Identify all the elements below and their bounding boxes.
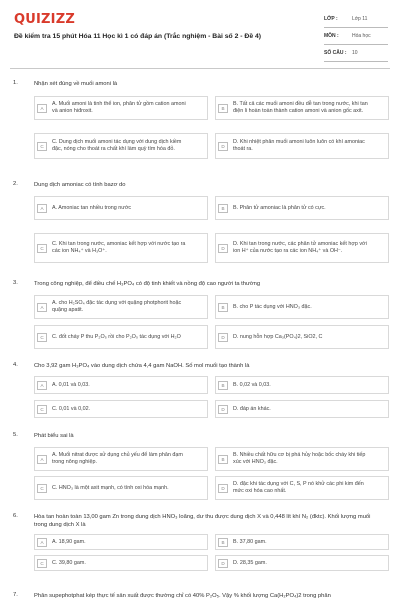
option-text: D. Khi nhiệt phân muối amoni luôn luôn có khí amoniac thoát ra. [233, 139, 365, 152]
option-d[interactable] [215, 133, 389, 159]
option-text: D. đặc khi tác dụng với C, S, P nó khử các phi kim đến mức oxi hóa cao nhất. [233, 481, 364, 494]
option-letter: D [218, 484, 228, 493]
option-text: D. nung hỗn hợp Ca₃(PO₄)2, SiO2, C [233, 333, 323, 340]
question-text: Trong công nghiệp, để điều chế H₃PO₄ có độ tinh khiết và nồng độ cao người ta thường [34, 281, 261, 287]
option-text: A. Muối amoni là tinh thể ion, phân tử gồm cation amoni và anion hiđroxit. [52, 101, 186, 114]
option-c[interactable] [34, 400, 208, 418]
header [0, 0, 400, 70]
option-letter: C [37, 405, 47, 414]
option-text: B. cho P tác dụng với HNO₃ đặc. [233, 303, 312, 310]
option-letter: B [218, 303, 228, 312]
option-text: D. Khi tan trong nước, các phân tử amoniac kết hợp với ion H⁺ của nước tạo ra các ion NH₄⁺ và OH⁻. [233, 241, 367, 254]
option-a[interactable] [34, 447, 208, 471]
quizizz-logo[interactable]: QUIZIZZ [14, 12, 75, 27]
question-number: 6. [13, 513, 18, 519]
question-text: Phân supephotphat kép thực tế sản xuất được thường chỉ có 40% P₂O₅. Vậy % khối lượng Ca(H₂PO₄)2 trong phân [34, 593, 331, 599]
option-text: D. 28,35 gam. [233, 559, 267, 566]
option-text: B. 0,02 và 0,03. [233, 381, 271, 388]
option-letter: D [218, 244, 228, 253]
option-letter: B [218, 381, 228, 390]
option-text: B. Tất cả các muối amoni đều dễ tan trong nước, khi tan điện li hoàn toàn thành cation amoni và anion gốc axit. [233, 101, 368, 114]
option-a[interactable] [34, 376, 208, 394]
option-letter: B [218, 204, 228, 213]
option-b[interactable] [215, 534, 389, 550]
question-number: 7. [13, 592, 18, 598]
option-text: A. cho H₂SO₄ đặc tác dụng với quặng photphorit hoặc quặng apatit. [52, 300, 182, 313]
option-letter: D [218, 559, 228, 568]
info-value: Hóa học [352, 33, 371, 39]
option-c[interactable] [34, 555, 208, 571]
question-number: 3. [13, 280, 18, 286]
option-text: C. 0,01 và 0,02. [52, 405, 91, 412]
option-letter: C [37, 244, 47, 253]
option-text: D. đáp án khác. [233, 405, 271, 412]
option-text: C. HNO₃ là một axit mạnh, có tính oxi hóa mạnh. [52, 484, 169, 491]
option-c[interactable] [34, 325, 208, 349]
option-text: B. Phân tử amoniac là phân tử có cực. [233, 204, 326, 211]
option-text: A. Muối nitrat được sử dụng chủ yếu để làm phân đạm trong nông nghiệp. [52, 452, 183, 465]
option-letter: B [218, 455, 228, 464]
info-label: LỚP : [324, 16, 338, 22]
option-b[interactable] [215, 96, 389, 120]
option-b[interactable] [215, 447, 389, 471]
option-text: C. Khi tan trong nước, amoniac kết hợp với nước tạo ra các ion NH₄⁺ và H₃O⁺. [52, 241, 186, 254]
option-letter: B [218, 104, 228, 113]
question-number: 2. [13, 181, 18, 187]
question-text: Cho 3,92 gam H₃PO₄ vào dung dịch chứa 4,4 gam NaOH. Số mol muối tạo thành là [34, 363, 250, 369]
option-letter: A [37, 455, 47, 464]
question-text: Dung dịch amoniac có tính bazơ do [34, 182, 126, 188]
question-number: 5. [13, 432, 18, 438]
info-label: SỐ CÂU : [324, 50, 347, 56]
option-d[interactable] [215, 325, 389, 349]
info-value: Lớp 11 [352, 16, 368, 22]
option-text: A. Amoniac tan nhiều trong nước [52, 204, 132, 211]
option-letter: C [37, 559, 47, 568]
option-letter: A [37, 204, 47, 213]
header-divider [10, 68, 390, 69]
option-text: B. 37,80 gam. [233, 538, 267, 545]
question-number: 1. [13, 80, 18, 86]
option-letter: C [37, 142, 47, 151]
option-b[interactable] [215, 196, 389, 220]
option-letter: A [37, 538, 47, 547]
option-text: B. Nhiều chất hữu cơ bị phá hủy hoặc bốc cháy khi tiếp xúc với HNO₃ đặc. [233, 452, 366, 465]
option-c[interactable] [34, 476, 208, 500]
option-text: C. đốt cháy P thu P₂O₅ rồi cho P₂O₅ tác dụng với H₂O [52, 333, 181, 340]
option-a[interactable] [34, 96, 208, 120]
option-d[interactable] [215, 555, 389, 571]
option-d[interactable] [215, 476, 389, 500]
info-row-count [324, 45, 388, 62]
option-letter: B [218, 538, 228, 547]
info-value: 10 [352, 50, 358, 56]
option-text: A. 18,90 gam. [52, 538, 86, 545]
option-letter: A [37, 104, 47, 113]
option-letter: D [218, 333, 228, 342]
option-c[interactable] [34, 233, 208, 263]
question-text: Nhận xét đúng về muối amoni là [34, 81, 118, 87]
info-row-class [324, 11, 388, 28]
question-text: Hòa tan hoàn toàn 13,00 gam Zn trong dung dịch HNO₃ loãng, dư thu được dung dịch X và 0,448 lít khí N₂ (đktc). Khối lượng muối trong dung dịch X là [34, 514, 371, 528]
option-a[interactable] [34, 196, 208, 220]
info-label: MÔN : [324, 33, 339, 39]
option-letter: C [37, 333, 47, 342]
option-b[interactable] [215, 376, 389, 394]
page-title: Đề kiểm tra 15 phút Hóa 11 Học kì 1 có đáp án (Trắc nghiệm - Bài số 2 - Đề 4) [14, 33, 262, 40]
option-a[interactable] [34, 295, 208, 319]
option-d[interactable] [215, 400, 389, 418]
info-box [324, 11, 388, 62]
option-c[interactable] [34, 133, 208, 159]
question-number: 4. [13, 362, 18, 368]
question-text: Phát biểu sai là [34, 433, 74, 439]
info-row-subject [324, 28, 388, 45]
option-letter: C [37, 484, 47, 493]
option-letter: A [37, 303, 47, 312]
option-text: C. Dung dịch muối amoni tác dụng với dung dịch kiềm đặc, nóng cho thoát ra chất khí làm quỳ tím hóa đỏ. [52, 139, 182, 152]
option-a[interactable] [34, 534, 208, 550]
option-letter: D [218, 142, 228, 151]
option-text: A. 0,01 và 0,03. [52, 381, 90, 388]
option-text: C. 39,80 gam. [52, 559, 86, 566]
option-letter: A [37, 381, 47, 390]
option-letter: D [218, 405, 228, 414]
option-d[interactable] [215, 233, 389, 263]
option-b[interactable] [215, 295, 389, 319]
